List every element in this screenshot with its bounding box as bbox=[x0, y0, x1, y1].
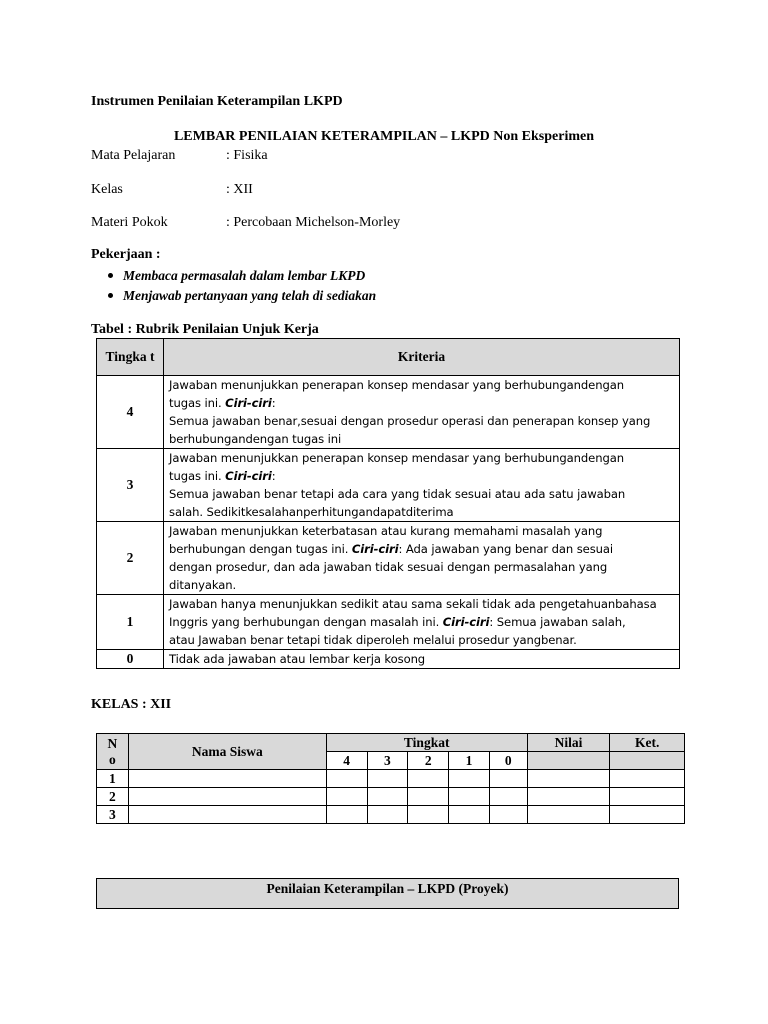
criteria-text: berhubungan dengan tugas ini. bbox=[169, 542, 352, 556]
criteria-keyword: Ciri-ciri bbox=[225, 396, 272, 410]
rubric-row bbox=[97, 522, 680, 595]
level-cell[interactable] bbox=[367, 788, 408, 806]
row-number: 1 bbox=[97, 770, 129, 788]
header-note: Ket. bbox=[610, 734, 685, 752]
note-cell[interactable] bbox=[610, 806, 685, 824]
level-cell[interactable] bbox=[449, 806, 490, 824]
rubric-level: 1 bbox=[97, 595, 164, 650]
criteria-text: : bbox=[271, 469, 276, 483]
task-item bbox=[108, 286, 376, 306]
rubric-row bbox=[97, 595, 680, 650]
level-col-header: 3 bbox=[367, 752, 408, 770]
criteria-line: Jawaban menunjukkan keterbatasan atau kurang memahami masalah yang bbox=[169, 524, 603, 538]
info-label-topic: Materi Pokok bbox=[91, 215, 168, 230]
rubric-criteria bbox=[164, 650, 680, 669]
score-subheader bbox=[527, 752, 610, 770]
rubric-level: 4 bbox=[97, 376, 164, 449]
criteria-text: : bbox=[271, 396, 276, 410]
criteria-line: Tidak ada jawaban atau lembar kerja kosong bbox=[169, 652, 426, 666]
info-value-subject: : Fisika bbox=[226, 148, 268, 163]
criteria-text: : Ada jawaban yang benar dan sesuai bbox=[398, 542, 614, 556]
task-text: Menjawab pertanyaan yang telah di sediakan bbox=[123, 288, 377, 303]
level-cell[interactable] bbox=[367, 806, 408, 824]
criteria-text: Inggris yang berhubungan dengan masalah ini. bbox=[169, 615, 443, 629]
criteria-line: salah. Sedikitkesalahanperhitungandapatditerima bbox=[169, 505, 454, 519]
task-item bbox=[108, 266, 376, 286]
rubric-header-criteria: Kriteria bbox=[164, 339, 680, 376]
task-list bbox=[108, 266, 376, 306]
row-number: 2 bbox=[97, 788, 129, 806]
level-cell[interactable] bbox=[326, 806, 367, 824]
document-title: Instrumen Penilaian Keterampilan LKPD bbox=[91, 94, 343, 109]
bullet-icon bbox=[108, 293, 113, 298]
bullet-icon bbox=[108, 273, 113, 278]
level-cell[interactable] bbox=[408, 806, 449, 824]
task-text: Membaca permasalah dalam lembar LKPD bbox=[123, 268, 366, 283]
criteria-line: Semua jawaban benar,sesuai dengan prosedur operasi dan penerapan konsep yang bbox=[169, 414, 651, 428]
level-cell[interactable] bbox=[326, 770, 367, 788]
tasks-label: Pekerjaan : bbox=[91, 247, 161, 262]
header-no bbox=[97, 734, 129, 770]
criteria-text: : Semua jawaban salah, bbox=[489, 615, 626, 629]
table-row bbox=[97, 770, 685, 788]
rubric-criteria bbox=[164, 449, 680, 522]
rubric-header-row bbox=[97, 339, 680, 376]
info-value-class: : XII bbox=[226, 182, 253, 197]
criteria-line bbox=[169, 467, 675, 485]
criteria-text: tugas ini. bbox=[169, 469, 226, 483]
row-number: 3 bbox=[97, 806, 129, 824]
info-value-topic: : Percobaan Michelson-Morley bbox=[226, 215, 401, 230]
info-label-subject: Mata Pelajaran bbox=[91, 148, 176, 163]
rubric-level: 3 bbox=[97, 449, 164, 522]
score-cell[interactable] bbox=[527, 770, 610, 788]
criteria-line bbox=[169, 613, 675, 631]
note-subheader bbox=[610, 752, 685, 770]
level-cell[interactable] bbox=[489, 806, 527, 824]
rubric-table bbox=[96, 338, 680, 669]
student-name-cell[interactable] bbox=[128, 770, 326, 788]
criteria-line: Semua jawaban benar tetapi ada cara yang tidak sesuai atau ada satu jawaban bbox=[169, 487, 626, 501]
criteria-line: Jawaban menunjukkan penerapan konsep mendasar yang berhubungandengan bbox=[169, 378, 624, 392]
level-cell[interactable] bbox=[449, 770, 490, 788]
criteria-line: berhubungandengan tugas ini bbox=[169, 432, 342, 446]
students-table bbox=[96, 733, 685, 824]
level-cell[interactable] bbox=[367, 770, 408, 788]
level-cell[interactable] bbox=[408, 788, 449, 806]
table-row bbox=[97, 806, 685, 824]
level-cell[interactable] bbox=[326, 788, 367, 806]
rubric-row bbox=[97, 449, 680, 522]
criteria-line bbox=[169, 394, 675, 412]
score-cell[interactable] bbox=[527, 788, 610, 806]
level-col-header: 4 bbox=[326, 752, 367, 770]
note-cell[interactable] bbox=[610, 770, 685, 788]
level-cell[interactable] bbox=[489, 788, 527, 806]
header-name: Nama Siswa bbox=[128, 734, 326, 770]
rubric-level: 0 bbox=[97, 650, 164, 669]
class-label: KELAS : XII bbox=[91, 697, 172, 712]
header-score: Nilai bbox=[527, 734, 610, 752]
table-row bbox=[97, 788, 685, 806]
rubric-criteria bbox=[164, 522, 680, 595]
note-cell[interactable] bbox=[610, 788, 685, 806]
criteria-text: tugas ini. bbox=[169, 396, 226, 410]
criteria-line: ditanyakan. bbox=[169, 578, 237, 592]
criteria-line: Jawaban menunjukkan penerapan konsep mendasar yang berhubungandengan bbox=[169, 451, 624, 465]
level-col-header: 1 bbox=[449, 752, 490, 770]
student-name-cell[interactable] bbox=[128, 788, 326, 806]
criteria-keyword: Ciri-ciri bbox=[225, 469, 272, 483]
rubric-level: 2 bbox=[97, 522, 164, 595]
rubric-header-level: Tingka t bbox=[97, 339, 164, 376]
info-label-class: Kelas bbox=[91, 182, 123, 197]
criteria-line: dengan prosedur, dan ada jawaban tidak sesuai dengan permasalahan yang bbox=[169, 560, 608, 574]
criteria-keyword: Ciri-ciri bbox=[351, 542, 399, 556]
criteria-line: atau Jawaban benar tetapi tidak diperoleh melalui prosedur yangbenar. bbox=[169, 633, 577, 647]
student-name-cell[interactable] bbox=[128, 806, 326, 824]
criteria-keyword: Ciri-ciri bbox=[442, 615, 490, 629]
header-level: Tingkat bbox=[326, 734, 527, 752]
header-no-line: N bbox=[107, 735, 118, 751]
level-cell[interactable] bbox=[408, 770, 449, 788]
rubric-criteria bbox=[164, 376, 680, 449]
rubric-caption: Tabel : Rubrik Penilaian Unjuk Kerja bbox=[91, 322, 319, 337]
rubric-row bbox=[97, 376, 680, 449]
criteria-line bbox=[169, 540, 675, 558]
level-cell[interactable] bbox=[489, 770, 527, 788]
project-section-title: Penilaian Keterampilan – LKPD (Proyek) bbox=[96, 878, 679, 909]
students-header-row bbox=[97, 734, 685, 752]
level-cell[interactable] bbox=[449, 788, 490, 806]
level-col-header: 0 bbox=[489, 752, 527, 770]
rubric-criteria bbox=[164, 595, 680, 650]
rubric-row bbox=[97, 650, 680, 669]
criteria-line: Jawaban hanya menunjukkan sedikit atau sama sekali tidak ada pengetahuanbahasa bbox=[169, 597, 657, 611]
level-col-header: 2 bbox=[408, 752, 449, 770]
score-cell[interactable] bbox=[527, 806, 610, 824]
sheet-title: LEMBAR PENILAIAN KETERAMPILAN – LKPD Non Eksperimen bbox=[173, 129, 595, 144]
header-no-line: o bbox=[109, 751, 116, 767]
